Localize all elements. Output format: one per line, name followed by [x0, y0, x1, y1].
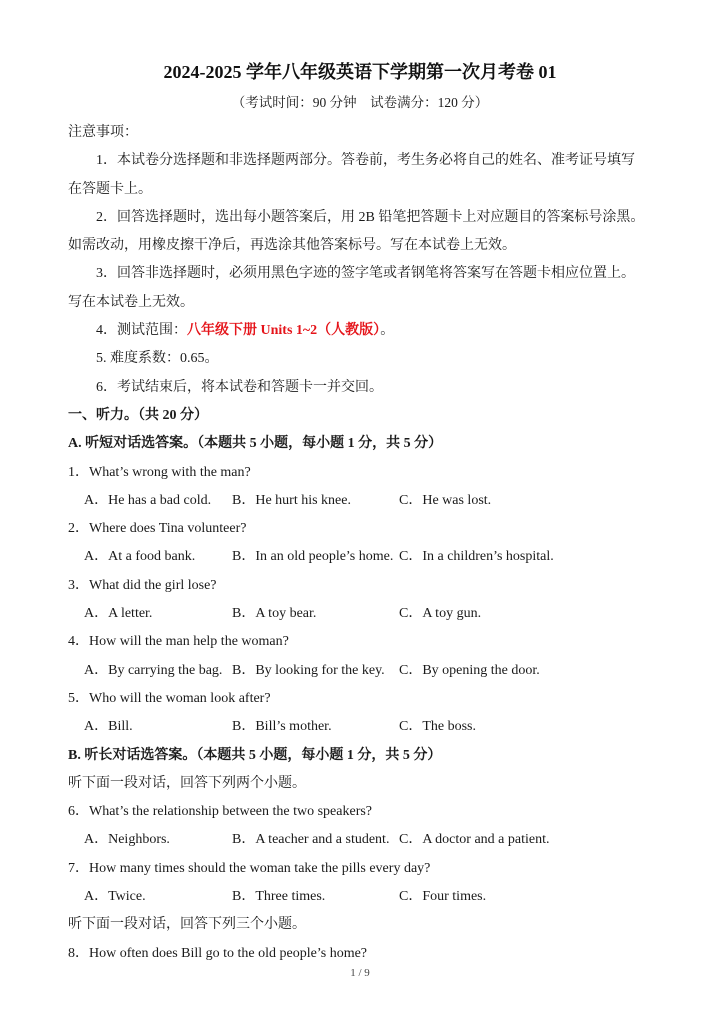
- question-1-options: [68, 487, 660, 515]
- option-b: B．He hurt his knee.: [232, 492, 351, 508]
- note-3-line-1: 3．回答非选择题时，必须用黑色字迹的签字笔或者钢笔将答案写在答题卡相应位置上。: [96, 266, 635, 282]
- option-b: B．Bill’s mother.: [232, 719, 332, 735]
- part-a-heading: A. 听短对话选答案。（本题共 5 小题，每小题 1 分，共 5 分）: [68, 436, 443, 452]
- section-1-heading: 一、听力。（共 20 分）: [68, 407, 208, 423]
- question-6-options: [68, 826, 660, 854]
- question-6: 6．What’s the relationship between the two speakers?: [68, 804, 373, 820]
- dialogue-intro-two: 听下面一段对话，回答下列两个小题。: [68, 775, 306, 791]
- note-2-line-2: 如需改动，用橡皮擦干净后，再选涂其他答案标号。写在本试卷上无效。: [68, 238, 516, 254]
- question-8: 8．How often does Bill go to the old people’s home?: [68, 945, 368, 961]
- exam-title: 2024-2025 学年八年级英语下学期第一次月考卷 01: [163, 62, 557, 82]
- note-6: 6．考试结束后，将本试卷和答题卡一并交回。: [96, 379, 383, 395]
- note-4-suffix: 。: [380, 323, 395, 339]
- question-7-options: [68, 883, 660, 911]
- option-a: A．Bill.: [84, 719, 133, 735]
- option-c: C．A doctor and a patient.: [399, 832, 550, 848]
- question-3-options: [68, 600, 660, 628]
- note-2-line-1: 2．回答选择题时，选出每小题答案后，用 2B 铅笔把答题卡上对应题目的答案标号涂黑。: [96, 209, 645, 225]
- dialogue-intro-three: 听下面一段对话，回答下列三个小题。: [68, 917, 306, 933]
- option-b: B．In an old people’s home.: [232, 549, 394, 565]
- question-3: 3．What did the girl lose?: [68, 577, 217, 593]
- option-c: C．In a children’s hospital.: [399, 549, 554, 565]
- note-4-prefix: 4．测试范围：: [96, 323, 187, 339]
- question-4-options: [68, 657, 660, 685]
- option-c: C．Four times.: [399, 889, 487, 905]
- note-4: [68, 317, 660, 345]
- notes-heading: 注意事项：: [68, 125, 138, 140]
- option-c: C．He was lost.: [399, 492, 492, 508]
- question-2-options: [68, 543, 660, 571]
- option-c: C．The boss.: [399, 719, 476, 735]
- exam-subtitle: （考试时间：90 分钟 试卷满分：120 分）: [231, 95, 489, 110]
- option-a: A．At a food bank.: [84, 549, 196, 565]
- note-1-line-1: 1．本试卷分选择题和非选择题两部分。答卷前，考生务必将自己的姓名、准考证号填写: [96, 153, 635, 169]
- part-b-heading: B. 听长对话选答案。（本题共 5 小题，每小题 1 分，共 5 分）: [68, 747, 442, 763]
- question-2: 2．Where does Tina volunteer?: [68, 521, 247, 537]
- page-number: 1 / 9: [350, 967, 370, 979]
- option-b: B．A teacher and a student.: [232, 832, 390, 848]
- option-c: C．A toy gun.: [399, 606, 482, 622]
- question-5: 5．Who will the woman look after?: [68, 690, 271, 706]
- option-a: A．Neighbors.: [84, 832, 170, 848]
- note-1-line-2: 在答题卡上。: [68, 181, 152, 197]
- question-1: 1．What’s wrong with the man?: [68, 464, 251, 480]
- question-7: 7．How many times should the woman take the pills every day?: [68, 860, 431, 876]
- option-c: C．By opening the door.: [399, 662, 540, 678]
- test-range: 八年级下册 Units 1~2（人教版）: [187, 323, 381, 339]
- option-a: A．He has a bad cold.: [84, 492, 212, 508]
- note-5: 5. 难度系数：0.65。: [96, 351, 219, 367]
- option-a: A．A letter.: [84, 606, 153, 622]
- question-5-options: [68, 713, 660, 741]
- option-b: B．By looking for the key.: [232, 662, 385, 678]
- note-3-line-2: 写在本试卷上无效。: [68, 294, 194, 310]
- option-a: A．By carrying the bag.: [84, 662, 223, 678]
- option-b: B．Three times.: [232, 889, 326, 905]
- option-b: B．A toy bear.: [232, 606, 317, 622]
- option-a: A．Twice.: [84, 889, 146, 905]
- question-4: 4．How will the man help the woman?: [68, 634, 289, 650]
